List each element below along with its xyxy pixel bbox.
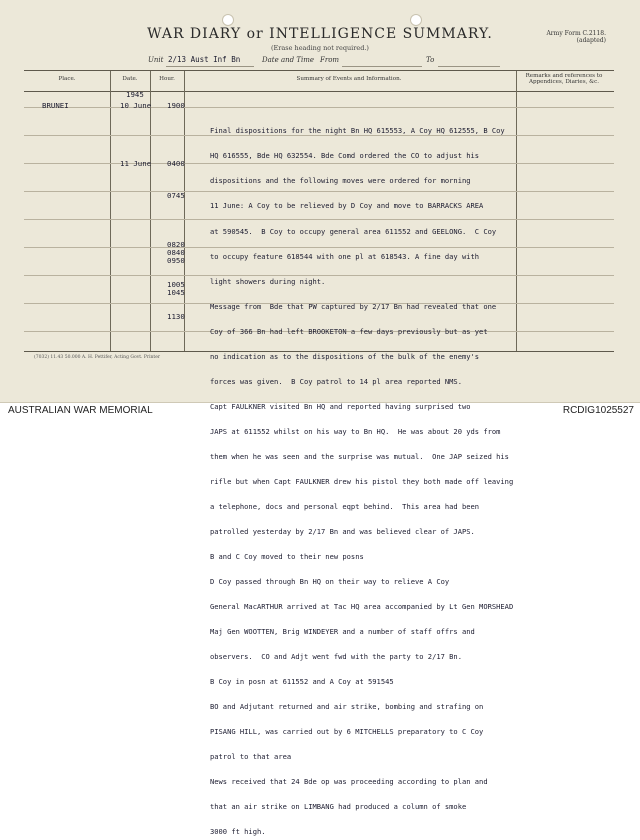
date-time-label: Date and Time <box>262 56 315 64</box>
document-title: WAR DIARY or INTELLIGENCE SUMMARY. <box>147 26 493 42</box>
column-header-hour: Hour. <box>159 76 175 82</box>
summary-line: rifle but when Capt FAULKNER drew his pistol they both made off leaving <box>210 476 514 486</box>
column-divider <box>516 71 517 351</box>
summary-line: Maj Gen WOOTTEN, Brig WINDEYER and a number of staff offrs and <box>210 627 475 636</box>
summary-line: them when he was seen and the surprise was mutual. One JAP seized his <box>210 451 509 461</box>
summary-line: forces was given. B Coy patrol to 14 pl area reported NMS. <box>210 376 462 386</box>
date-cell: 11 June <box>120 159 152 168</box>
from-underline <box>342 66 422 67</box>
document-subtitle: (Erase heading not required.) <box>271 44 369 52</box>
summary-line: PISANG HILL, was carried out by 6 MITCHELLS preparatory to C Coy <box>210 727 484 737</box>
to-underline <box>438 66 500 67</box>
hour-cell: 0400 <box>167 159 185 168</box>
summary-line: no indication as to the dispositions of the bulk of the enemy's <box>210 351 480 361</box>
punch-hole-right <box>410 14 422 26</box>
summary-line: BO and Adjutant returned and air strike, bombing and strafing on <box>210 702 484 712</box>
archive-record-id: RCDIG1025527 <box>562 405 634 416</box>
hour-cell: 0820 <box>167 240 185 249</box>
column-header-remarks: Remarks and references to Appendices, Diaries, &c. <box>525 73 603 85</box>
hour-cell: 1900 <box>167 101 185 110</box>
summary-entry-text <box>210 94 513 840</box>
summary-line: a telephone, docs and personal eqpt behind. This area had been <box>210 501 480 511</box>
form-ref-line-1: Army Form C.2118. <box>546 30 606 37</box>
summary-line: at 590545. B Coy to occupy general area 611552 and GEELONG. C Coy <box>210 226 497 236</box>
summary-line: B Coy in posn at 611552 and A Coy at 591545 <box>210 677 394 687</box>
army-form-reference <box>546 30 606 44</box>
archive-credit: AUSTRALIAN WAR MEMORIAL <box>8 405 153 416</box>
summary-line: patrol to that area <box>210 752 292 762</box>
summary-line: light showers during night. <box>210 276 326 286</box>
summary-line: D Coy passed through Bn HQ on their way to relieve A Coy <box>210 576 450 586</box>
date-cell-year: 1945 <box>126 90 144 99</box>
summary-line: News received that 24 Bde op was proceeding according to plan and <box>210 777 488 787</box>
column-header-date: Date. <box>122 76 138 82</box>
unit-label: Unit <box>148 56 164 64</box>
hour-cell: 0950 <box>167 256 185 265</box>
summary-line: to occupy feature 618544 with one pl at 618543. A fine day with <box>210 251 480 261</box>
column-header-place: Place. <box>58 76 76 82</box>
summary-line: B and C Coy moved to their new posns <box>210 551 364 561</box>
column-divider <box>110 71 111 351</box>
summary-line: that an air strike on LIMBANG had produced a column of smoke <box>210 802 467 812</box>
date-cell: 10 June <box>120 101 152 110</box>
summary-line: Coy of 366 Bn had left BROOKETON a few days previously but as yet <box>210 326 488 336</box>
column-divider <box>184 71 185 351</box>
hour-cell: 1130 <box>167 312 185 321</box>
summary-line: Final dispositions for the night Bn HQ 615553, A Coy HQ 612555, B Coy <box>210 126 505 136</box>
printer-note: (7032) 11.43 50.000 A. H. Pettifer, Acting Govt. Printer <box>34 355 161 360</box>
summary-line: General MacARTHUR arrived at Tac HQ area accompanied by Lt Gen MORSHEAD <box>210 601 514 611</box>
summary-line: Message from Bde that PW captured by 2/17 Bn had revealed that one <box>210 301 497 311</box>
form-ref-line-2: (adapted) <box>576 37 606 44</box>
table-header-row <box>24 71 614 92</box>
summary-line: 11 June: A Coy to be relieved by D Coy and move to BARRACKS AREA <box>210 201 484 211</box>
summary-line: JAPS at 611552 whilst on his way to Bn HQ. He was about 20 yds from <box>210 426 501 436</box>
column-header-summary: Summary of Events and Information. <box>296 76 402 82</box>
unit-underline <box>166 66 254 67</box>
punch-hole-left <box>222 14 234 26</box>
hour-cell: 1045 <box>167 288 185 297</box>
summary-line: Capt FAULKNER visited Bn HQ and reported having surprised two <box>210 401 471 411</box>
hour-cell: 0840 <box>167 248 185 257</box>
summary-line: observers. CO and Adjt went fwd with the party to 2/17 Bn. <box>210 652 462 662</box>
summary-line: patrolled yesterday by 2/17 Bn and was believed clear of JAPS. <box>210 526 475 536</box>
from-label: From <box>320 56 340 64</box>
unit-value: 2/13 Aust Inf Bn <box>168 55 241 64</box>
place-cell: BRUNEI <box>42 101 69 110</box>
hour-cell: 0745 <box>167 191 185 200</box>
column-divider <box>150 71 151 351</box>
summary-line: dispositions and the following moves were ordered for morning <box>210 176 471 186</box>
summary-line: HQ 616555, Bde HQ 632554. Bde Comd ordered the CO to adjust his <box>210 151 480 161</box>
to-label: To <box>426 56 435 64</box>
summary-line: 3000 ft high. <box>210 827 266 837</box>
hour-cell: 1005 <box>167 280 185 289</box>
